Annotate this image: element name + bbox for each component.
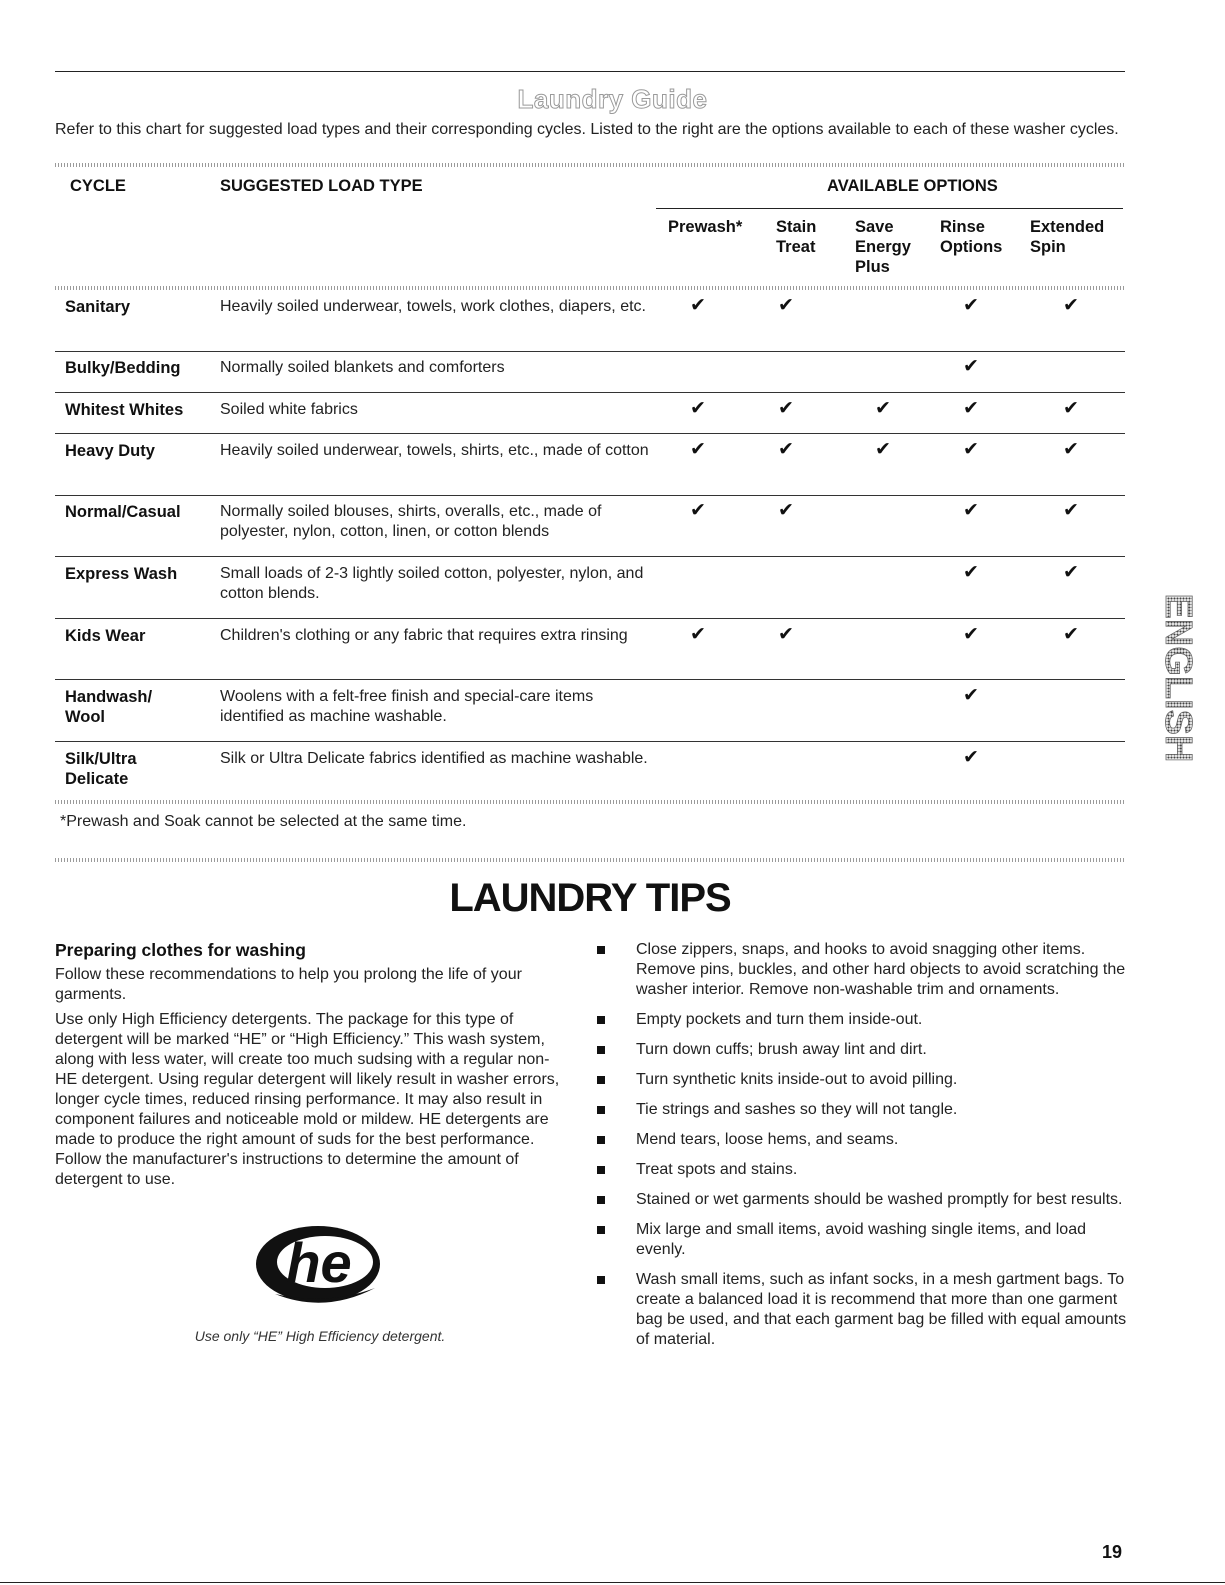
list-item: [597, 1010, 1127, 1030]
load-type: Heavily soiled underwear, towels, shirts, etc., made of cotton: [220, 442, 649, 459]
prep-body: Use only High Efficiency detergents. The package for this type of detergent will be marked “HE” or “High Efficiency.” This wash system, along with less water, will create too much sudsing with a regular non-HE detergent. Using regular detergent will likely result in washer errors, longer cycle times, reduced rinsing performance. It may also result in component failures and noticeable mold or mildew. HE detergents are made to produce the right amount of suds for the best performance. Follow the manufacturer's instructions to determine the amount of detergent to use.: [55, 1011, 560, 1188]
check-mark-icon: ✔: [690, 295, 706, 316]
row-divider: [55, 556, 1125, 557]
side-language-tab: [1148, 566, 1199, 791]
tips-bullet-list: [597, 940, 1127, 1360]
tip-text: Tie strings and sashes so they will not tangle.: [636, 1101, 958, 1118]
check-mark-icon: ✔: [1063, 295, 1079, 316]
list-item: [597, 1130, 1127, 1150]
bullet-square-icon: [597, 1196, 605, 1204]
check-mark-icon: ✔: [963, 439, 979, 460]
load-type: Normally soiled blankets and comforters: [220, 359, 505, 376]
check-mark-icon: ✔: [778, 624, 794, 645]
check-mark-icon: ✔: [690, 624, 706, 645]
list-item: [597, 1040, 1127, 1060]
cycle-name: Kids Wear: [65, 627, 146, 645]
list-item: [597, 1270, 1127, 1350]
tip-text: Wash small items, such as infant socks, in a mesh gartment bags. To create a balanced load it is recommend that more than one garment bag be used, and that each garment bag be filled with equal amounts of material.: [636, 1271, 1127, 1348]
bullet-square-icon: [597, 1076, 605, 1084]
check-mark-icon: ✔: [778, 295, 794, 316]
row-divider: [55, 392, 1125, 393]
check-mark-icon: ✔: [778, 500, 794, 521]
prep-intro: Follow these recommendations to help you prolong the life of your garments.: [55, 966, 522, 1003]
check-mark-icon: ✔: [963, 398, 979, 419]
dotted-divider: [55, 800, 1125, 804]
row-divider: [55, 351, 1125, 352]
check-mark-icon: ✔: [1063, 562, 1079, 583]
check-mark-icon: ✔: [963, 624, 979, 645]
bullet-square-icon: [597, 1046, 605, 1054]
bullet-square-icon: [597, 1276, 605, 1284]
load-type: Heavily soiled underwear, towels, work clothes, diapers, etc.: [220, 298, 646, 315]
check-mark-icon: ✔: [1063, 500, 1079, 521]
option-header-5: Extended Spin: [1030, 218, 1105, 256]
check-mark-icon: ✔: [963, 295, 979, 316]
cycle-name: Normal/Casual: [65, 503, 181, 521]
laundry-guide-title: Laundry Guide: [517, 84, 708, 114]
check-mark-icon: ✔: [963, 685, 979, 706]
row-divider: [55, 618, 1125, 619]
check-mark-icon: ✔: [1063, 624, 1079, 645]
bullet-square-icon: [597, 946, 605, 954]
check-mark-icon: ✔: [963, 356, 979, 377]
row-divider: [55, 679, 1125, 680]
option-header-1: Prewash*: [668, 218, 743, 236]
top-rule: [55, 71, 1125, 72]
load-type: Silk or Ultra Delicate fabrics identified as machine washable.: [220, 750, 648, 767]
tip-text: Turn down cuffs; brush away lint and dirt.: [636, 1041, 927, 1058]
bullet-square-icon: [597, 1226, 605, 1234]
list-item: [597, 1100, 1127, 1120]
dotted-divider: [55, 286, 1125, 290]
check-mark-icon: ✔: [690, 398, 706, 419]
footnote: *Prewash and Soak cannot be selected at the same time.: [60, 813, 467, 830]
bullet-square-icon: [597, 1136, 605, 1144]
bottom-rule: [0, 1582, 1225, 1583]
cycle-name: Heavy Duty: [65, 442, 155, 460]
header-load-type: SUGGESTED LOAD TYPE: [220, 177, 423, 195]
options-header-rule: [656, 208, 1123, 209]
prep-heading: Preparing clothes for washing: [55, 940, 306, 960]
cycle-name: Bulky/Bedding: [65, 359, 181, 377]
check-mark-icon: ✔: [778, 439, 794, 460]
check-mark-icon: ✔: [690, 500, 706, 521]
check-mark-icon: ✔: [1063, 439, 1079, 460]
load-type: Small loads of 2-3 lightly soiled cotton, polyester, nylon, and cotton blends.: [220, 565, 644, 602]
list-item: [597, 1070, 1127, 1090]
list-item: [597, 1190, 1127, 1210]
load-type: Woolens with a felt-free finish and special-care items identified as machine washable.: [220, 688, 594, 725]
check-mark-icon: ✔: [963, 747, 979, 768]
option-header-4: Rinse Options: [940, 218, 1003, 256]
row-divider: [55, 741, 1125, 742]
bullet-square-icon: [597, 1166, 605, 1174]
he-logo-icon: [255, 1222, 385, 1312]
dotted-divider: [55, 163, 1125, 167]
tip-text: Close zippers, snaps, and hooks to avoid snagging other items. Remove pins, buckles, and other hard objects to avoid scratching the washer interior. Remove non-washable trim and ornaments.: [636, 941, 1126, 998]
option-header-3: Save Energy Plus: [855, 218, 911, 276]
guide-intro: Refer to this chart for suggested load types and their corresponding cycles. Listed to the right are the options available to each of these washer cycles.: [55, 121, 1119, 138]
cycle-name: Whitest Whites: [65, 401, 184, 419]
tip-text: Treat spots and stains.: [636, 1161, 798, 1178]
he-caption: Use only “HE” High Efficiency detergent.: [194, 1328, 446, 1344]
check-mark-icon: ✔: [778, 398, 794, 419]
cycle-name: Express Wash: [65, 565, 178, 583]
load-type: Soiled white fabrics: [220, 401, 358, 418]
check-mark-icon: ✔: [963, 500, 979, 521]
row-divider: [55, 433, 1125, 434]
header-available-options: AVAILABLE OPTIONS: [827, 177, 998, 195]
dotted-divider: [55, 858, 1125, 862]
header-cycle: CYCLE: [70, 177, 126, 195]
tip-text: Mix large and small items, avoid washing single items, and load evenly.: [636, 1221, 1086, 1258]
cycle-name: Handwash/ Wool: [65, 688, 153, 726]
tip-text: Stained or wet garments should be washed promptly for best results.: [636, 1191, 1123, 1208]
check-mark-icon: ✔: [875, 398, 891, 419]
load-type: Normally soiled blouses, shirts, overalls, etc., made of polyester, nylon, cotton, linen, or cotton blends: [220, 503, 602, 540]
tip-text: Empty pockets and turn them inside-out.: [636, 1011, 923, 1028]
bullet-square-icon: [597, 1106, 605, 1114]
list-item: [597, 1220, 1127, 1260]
page-number: 19: [1102, 1542, 1123, 1562]
tip-text: Turn synthetic knits inside-out to avoid pilling.: [636, 1071, 958, 1088]
tip-text: Mend tears, loose hems, and seams.: [636, 1131, 899, 1148]
cycle-name: Sanitary: [65, 298, 131, 316]
list-item: [597, 940, 1127, 1000]
cycle-name: Silk/Ultra Delicate: [65, 750, 137, 788]
laundry-tips-title: LAUNDRY TIPS: [449, 876, 731, 920]
bullet-square-icon: [597, 1016, 605, 1024]
check-mark-icon: ✔: [1063, 398, 1079, 419]
list-item: [597, 1160, 1127, 1180]
check-mark-icon: ✔: [963, 562, 979, 583]
row-divider: [55, 495, 1125, 496]
he-logo-text: he: [286, 1231, 352, 1294]
check-mark-icon: ✔: [875, 439, 891, 460]
side-tab-text: ENGLISH: [1157, 593, 1199, 763]
option-header-2: Stain Treat: [776, 218, 817, 256]
load-type: Children's clothing or any fabric that requires extra rinsing: [220, 627, 628, 644]
check-mark-icon: ✔: [690, 439, 706, 460]
